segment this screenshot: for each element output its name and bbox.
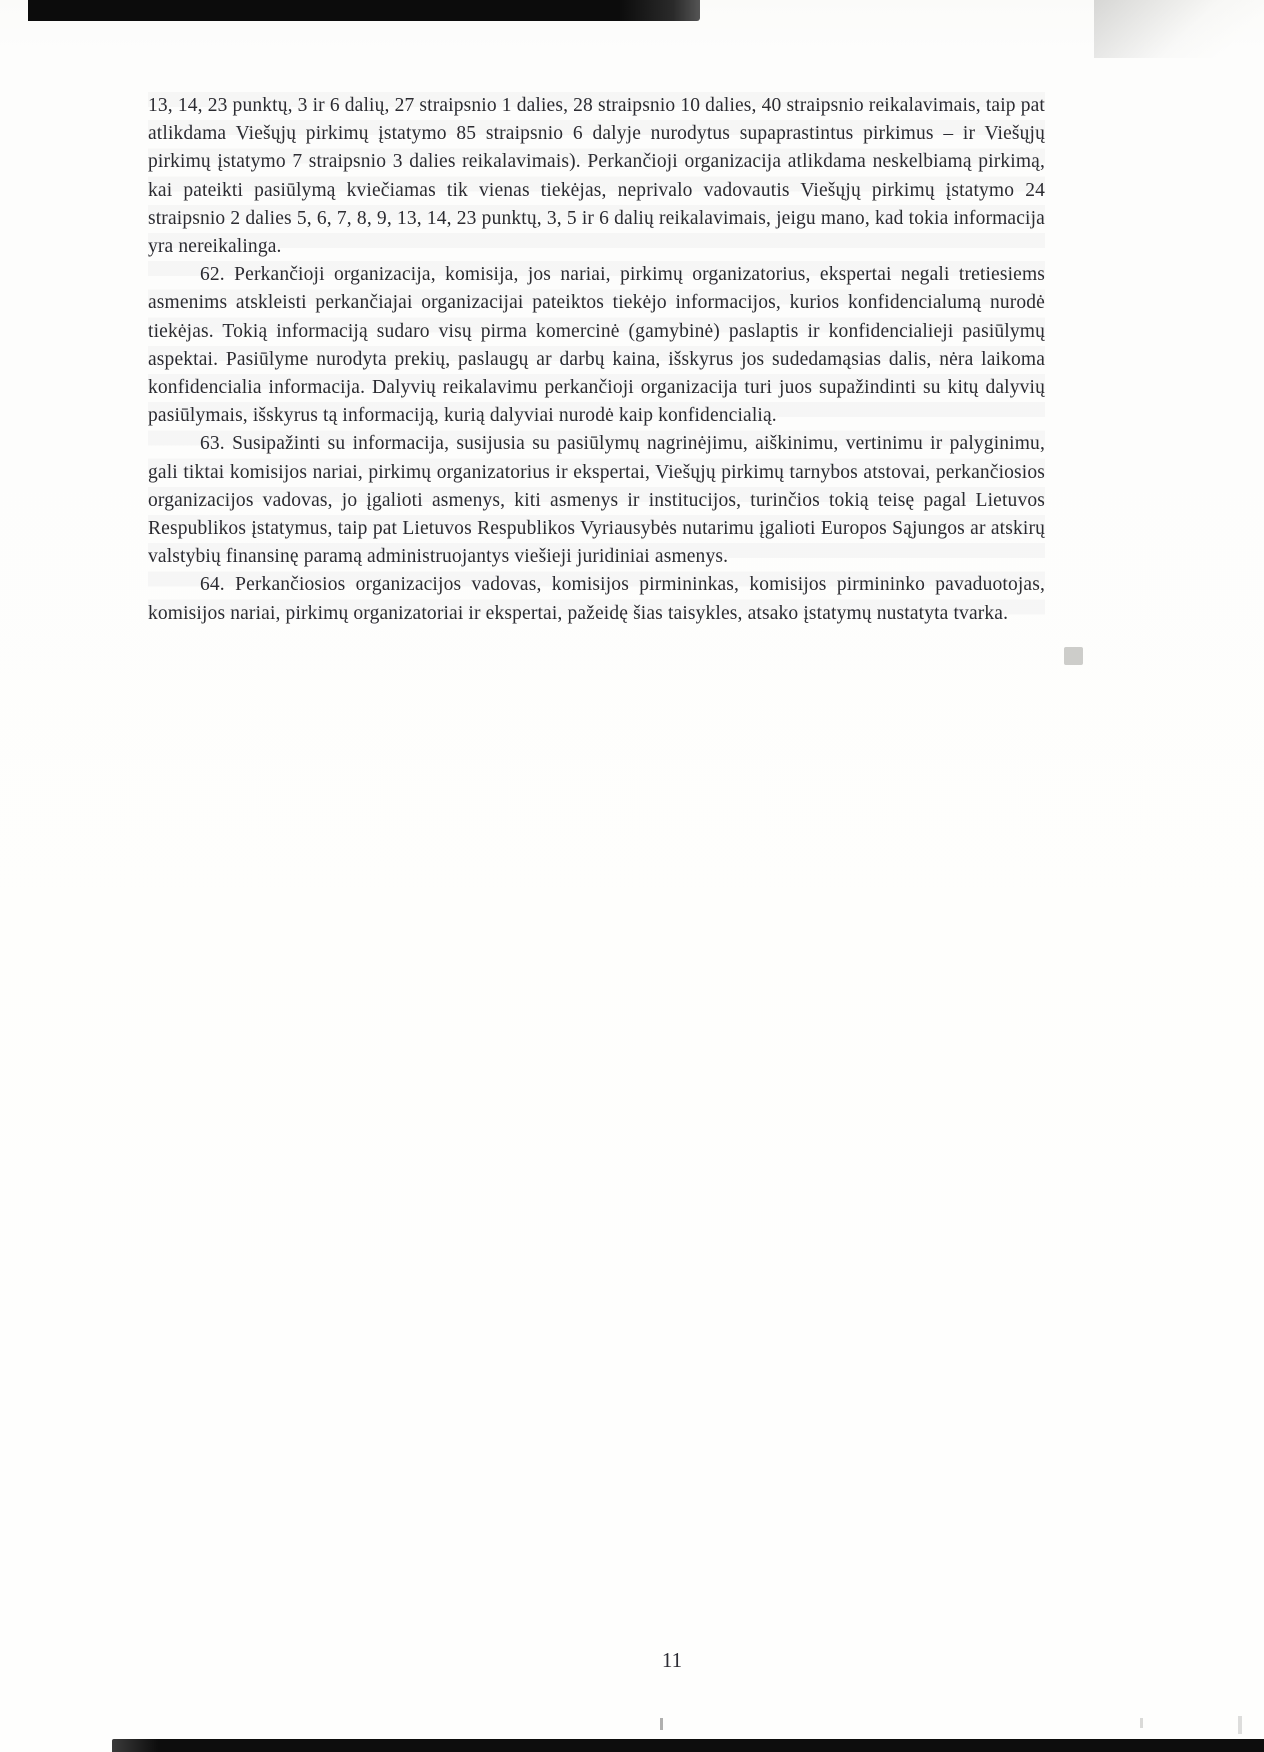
scan-shading-top-right <box>1094 0 1264 58</box>
page-number: 11 <box>661 1648 683 1672</box>
scan-speck <box>1238 1716 1242 1734</box>
document-text-block <box>148 92 1045 628</box>
scan-edge-artifact-bottom-bar <box>112 1739 1264 1752</box>
paragraph-63: 63. Susipažinti su informacija, susijusia su pasiūlymų nagrinėjimu, aiškinimu, vertinimu ir palyginimu, gali tiktai komisijos nariai, pirkimų organizatorius ir ekspertai, Viešųjų pirkimų tarnybos atstovai, perkančiosios organizacijos vadovas, jo įgalioti asmenys, kiti asmenys ir institucijos, turinčios tokią teisę pagal Lietuvos Respublikos įstatymus, taip pat Lietuvos Respublikos Vyriausybės nutarimu įgalioti Europos Sąjungos ar atskirų valstybių finansinę paramą administruojantys viešieji juridiniai asmenys. <box>148 433 1045 568</box>
scan-smudge-right-margin <box>1064 647 1083 665</box>
scan-speck <box>660 1718 663 1730</box>
scan-edge-artifact-top-bar <box>28 0 700 21</box>
paragraph-62: 62. Perkančioji organizacija, komisija, jos nariai, pirkimų organizatorius, ekspertai negali tretiesiems asmenims atskleisti perkančiajai organizacijai pateiktos tiekėjo informacijos, kurios konfidencialumą nurodė tiekėjas. Tokią informaciją sudaro visų pirma komercinė (gamybinė) paslaptis ir konfidencialieji pasiūlymų aspektai. Pasiūlyme nurodyta prekių, paslaugų ar darbų kaina, išskyrus jos sudedamąsias dalis, nėra laikoma konfidencialia informacija. Dalyvių reikalavimu perkančioji organizacija turi juos supažindinti su kitų dalyvių pasiūlymais, išskyrus tą informaciją, kurią dalyviai nurodė kaip konfidencialią. <box>148 264 1045 427</box>
scan-speck <box>1140 1718 1143 1728</box>
paragraph-64: 64. Perkančiosios organizacijos vadovas, komisijos pirmininkas, komisijos pirmininko pavaduotojas, komisijos nariai, pirkimų organizatoriai ir ekspertai, pažeidę šias taisykles, atsako įstatymų nustatyta tvarka. <box>148 574 1045 624</box>
paragraph-continuation: 13, 14, 23 punktų, 3 ir 6 dalių, 27 straipsnio 1 dalies, 28 straipsnio 10 dalies, 40 straipsnio reikalavimais, taip pat atlikdama Viešųjų pirkimų įstatymo 85 straipsnio 6 dalyje nurodytus supaprastintus pirkimus – ir Viešųjų pirkimų įstatymo 7 straipsnio 3 dalies reikalavimais). Perkančioji organizacija atlikdama neskelbiamą pirkimą, kai pateikti pasiūlymą kviečiamas tik vienas tiekėjas, neprivalo vadovautis Viešųjų pirkimų įstatymo 24 straipsnio 2 dalies 5, 6, 7, 8, 9, 13, 14, 23 punktų, 3, 5 ir 6 dalių reikalavimais, jeigu mano, kad tokia informacija yra nereikalinga. <box>148 95 1045 258</box>
